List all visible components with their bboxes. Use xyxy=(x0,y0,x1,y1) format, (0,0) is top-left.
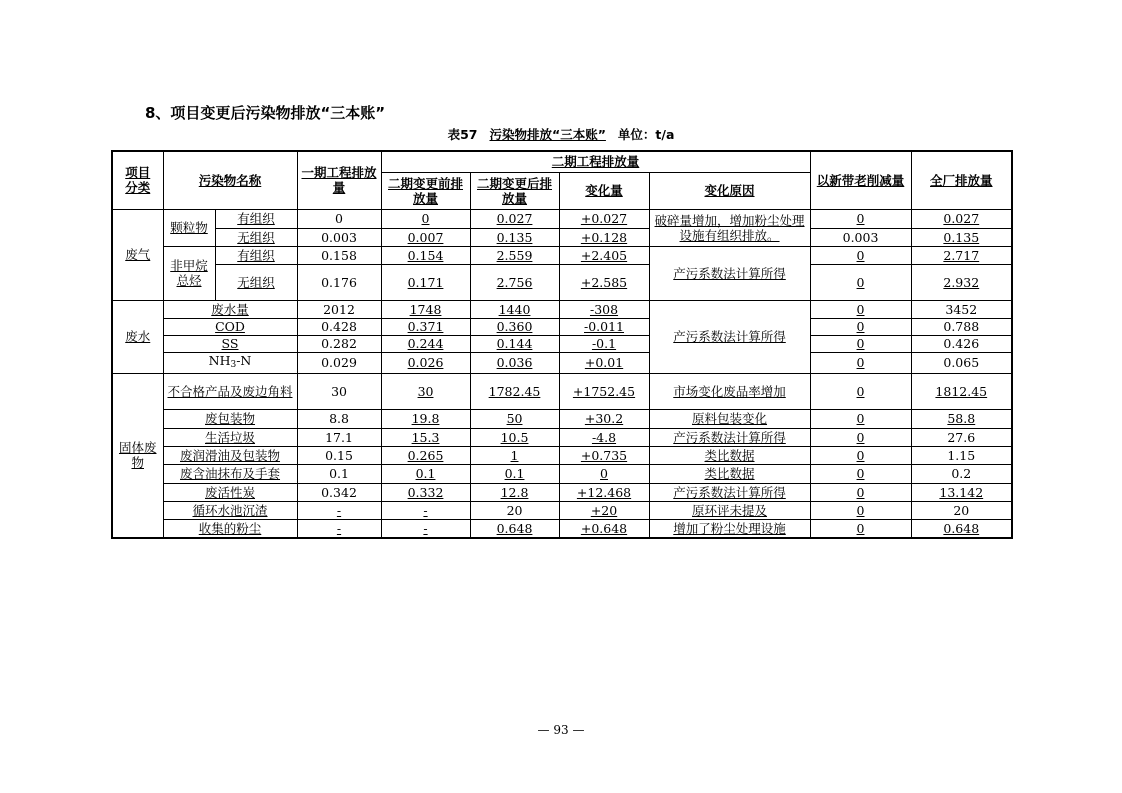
after-cell: 0.027 xyxy=(470,209,559,228)
table-title: 污染物排放“三本账” xyxy=(489,127,606,142)
table-row xyxy=(112,318,1012,335)
total-cell: 2.932 xyxy=(911,264,1012,300)
reduction-cell: 0 xyxy=(810,501,911,519)
category-cell: 废气 xyxy=(112,209,163,300)
subcategory-cell: 非甲烷总烃 xyxy=(163,246,215,300)
reason-cell: 市场变化废品率增加 xyxy=(649,373,810,409)
change-cell: +20 xyxy=(559,501,649,519)
reason-cell: 类比数据 xyxy=(649,446,810,464)
total-cell: 0.788 xyxy=(911,318,1012,335)
header-phase1: 一期工程排放量 xyxy=(297,151,381,209)
pollutant-name-cell: 废水量 xyxy=(163,300,297,318)
header-reduction: 以新带老削减量 xyxy=(810,151,911,209)
reduction-cell: 0 xyxy=(810,519,911,538)
pollutant-name-cell: COD xyxy=(163,318,297,335)
reduction-cell: 0 xyxy=(810,409,911,428)
table-row xyxy=(112,501,1012,519)
pollutant-ledger-table xyxy=(111,150,1013,539)
change-cell: -4.8 xyxy=(559,428,649,446)
before-cell: 0.154 xyxy=(381,246,470,264)
reason-cell: 产污系数法计算所得 xyxy=(649,300,810,373)
table-row xyxy=(112,373,1012,409)
change-cell: +2.585 xyxy=(559,264,649,300)
change-cell: +2.405 xyxy=(559,246,649,264)
reduction-cell: 0 xyxy=(810,483,911,501)
total-cell: 20 xyxy=(911,501,1012,519)
table-row xyxy=(112,228,1012,246)
before-cell: 0.371 xyxy=(381,318,470,335)
before-cell: 0.244 xyxy=(381,335,470,352)
phase1-cell: 0.15 xyxy=(297,446,381,464)
phase1-cell: 0.342 xyxy=(297,483,381,501)
header-row xyxy=(112,151,1012,172)
reduction-cell: 0 xyxy=(810,300,911,318)
reduction-cell: 0 xyxy=(810,209,911,228)
header-phase2-after: 二期变更后排放量 xyxy=(470,172,559,209)
table-unit: 单位：t/a xyxy=(617,127,675,142)
change-cell: +0.128 xyxy=(559,228,649,246)
reduction-cell: 0 xyxy=(810,464,911,483)
reduction-cell: 0.003 xyxy=(810,228,911,246)
after-cell: 1 xyxy=(470,446,559,464)
total-cell: 0.027 xyxy=(911,209,1012,228)
change-cell: 0 xyxy=(559,464,649,483)
after-cell: 10.5 xyxy=(470,428,559,446)
after-cell: 0.036 xyxy=(470,352,559,373)
before-cell: 0.332 xyxy=(381,483,470,501)
emission-type-cell: 无组织 xyxy=(215,228,297,246)
reason-cell: 产污系数法计算所得 xyxy=(649,428,810,446)
phase1-cell: 0.428 xyxy=(297,318,381,335)
total-cell: 27.6 xyxy=(911,428,1012,446)
change-cell: +12.468 xyxy=(559,483,649,501)
after-cell: 1782.45 xyxy=(470,373,559,409)
after-cell: 1440 xyxy=(470,300,559,318)
total-cell: 1.15 xyxy=(911,446,1012,464)
before-cell: 1748 xyxy=(381,300,470,318)
after-cell: 0.135 xyxy=(470,228,559,246)
subcategory-cell: 颗粒物 xyxy=(163,209,215,246)
category-cell: 废水 xyxy=(112,300,163,373)
header-reason: 变化原因 xyxy=(649,172,810,209)
before-cell: 30 xyxy=(381,373,470,409)
table-row xyxy=(112,335,1012,352)
phase1-cell: 0.282 xyxy=(297,335,381,352)
section-heading: 8、项目变更后污染物排放“三本账” xyxy=(145,104,386,122)
reduction-cell: 0 xyxy=(810,352,911,373)
total-cell: 58.8 xyxy=(911,409,1012,428)
category-cell: 固体废物 xyxy=(112,373,163,538)
change-cell: -0.1 xyxy=(559,335,649,352)
change-cell: +0.648 xyxy=(559,519,649,538)
change-cell: +0.027 xyxy=(559,209,649,228)
header-phase2-before: 二期变更前排放量 xyxy=(381,172,470,209)
total-cell: 13.142 xyxy=(911,483,1012,501)
phase1-cell: 17.1 xyxy=(297,428,381,446)
after-cell: 0.360 xyxy=(470,318,559,335)
reduction-cell: 0 xyxy=(810,264,911,300)
reduction-cell: 0 xyxy=(810,373,911,409)
pollutant-name-cell: 废含油抹布及手套 xyxy=(163,464,297,483)
phase1-cell: 0.176 xyxy=(297,264,381,300)
phase1-cell: 8.8 xyxy=(297,409,381,428)
table-row xyxy=(112,428,1012,446)
phase1-cell: 2012 xyxy=(297,300,381,318)
header-phase2: 二期工程排放量 xyxy=(381,151,810,172)
after-cell: 50 xyxy=(470,409,559,428)
total-cell: 0.065 xyxy=(911,352,1012,373)
phase1-cell: 30 xyxy=(297,373,381,409)
pollutant-name-cell: SS xyxy=(163,335,297,352)
pollutant-name-cell: 废活性炭 xyxy=(163,483,297,501)
reason-cell: 原料包装变化 xyxy=(649,409,810,428)
phase1-cell: 0.003 xyxy=(297,228,381,246)
emission-type-cell: 有组织 xyxy=(215,209,297,228)
phase1-cell: 0.1 xyxy=(297,464,381,483)
reduction-cell: 0 xyxy=(810,446,911,464)
header-item-category: 项目 分类 xyxy=(112,151,163,209)
change-cell: -308 xyxy=(559,300,649,318)
before-cell: - xyxy=(381,519,470,538)
before-cell: 0 xyxy=(381,209,470,228)
pollutant-name-cell: 循环水池沉渣 xyxy=(163,501,297,519)
phase1-cell: - xyxy=(297,519,381,538)
after-cell: 0.144 xyxy=(470,335,559,352)
after-cell: 20 xyxy=(470,501,559,519)
pollutant-name-cell: $NH_3-N$ xyxy=(163,352,297,373)
header-total: 全厂排放量 xyxy=(911,151,1012,209)
table-row xyxy=(112,352,1012,373)
after-cell: 12.8 xyxy=(470,483,559,501)
total-cell: 0.426 xyxy=(911,335,1012,352)
reason-cell: 类比数据 xyxy=(649,464,810,483)
before-cell: 0.265 xyxy=(381,446,470,464)
table-caption xyxy=(0,125,1122,143)
table-row xyxy=(112,409,1012,428)
reason-cell: 产污系数法计算所得 xyxy=(649,483,810,501)
emission-type-cell: 有组织 xyxy=(215,246,297,264)
change-cell: +30.2 xyxy=(559,409,649,428)
page-number: — 93 — xyxy=(537,723,585,737)
table-row xyxy=(112,300,1012,318)
reason-cell: 增加了粉尘处理设施 xyxy=(649,519,810,538)
reduction-cell: 0 xyxy=(810,318,911,335)
after-cell: 0.648 xyxy=(470,519,559,538)
after-cell: 2.756 xyxy=(470,264,559,300)
phase1-cell: 0 xyxy=(297,209,381,228)
before-cell: 0.026 xyxy=(381,352,470,373)
before-cell: 19.8 xyxy=(381,409,470,428)
after-cell: 2.559 xyxy=(470,246,559,264)
before-cell: 0.007 xyxy=(381,228,470,246)
table-row xyxy=(112,519,1012,538)
reason-cell: 原环评未提及 xyxy=(649,501,810,519)
total-cell: 3452 xyxy=(911,300,1012,318)
reason-cell: 破碎量增加，增加粉尘处理设施有组织排放。 xyxy=(649,209,810,246)
reduction-cell: 0 xyxy=(810,335,911,352)
table-row xyxy=(112,446,1012,464)
pollutant-name-cell: 生活垃圾 xyxy=(163,428,297,446)
table-row xyxy=(112,209,1012,228)
table-row xyxy=(112,264,1012,300)
table-row xyxy=(112,464,1012,483)
reason-cell: 产污系数法计算所得 xyxy=(649,246,810,300)
pollutant-name-cell: 废润滑油及包装物 xyxy=(163,446,297,464)
table-row xyxy=(112,483,1012,501)
before-cell: 0.171 xyxy=(381,264,470,300)
total-cell: 0.2 xyxy=(911,464,1012,483)
total-cell: 1812.45 xyxy=(911,373,1012,409)
before-cell: 15.3 xyxy=(381,428,470,446)
phase1-cell: 0.029 xyxy=(297,352,381,373)
phase1-cell: - xyxy=(297,501,381,519)
phase1-cell: 0.158 xyxy=(297,246,381,264)
table-row xyxy=(112,246,1012,264)
change-cell: +0.735 xyxy=(559,446,649,464)
before-cell: - xyxy=(381,501,470,519)
header-change: 变化量 xyxy=(559,172,649,209)
total-cell: 0.648 xyxy=(911,519,1012,538)
header-pollutant-name: 污染物名称 xyxy=(163,151,297,209)
reduction-cell: 0 xyxy=(810,246,911,264)
table-number: 表57 xyxy=(447,127,478,142)
change-cell: -0.011 xyxy=(559,318,649,335)
change-cell: +1752.45 xyxy=(559,373,649,409)
pollutant-name-cell: 收集的粉尘 xyxy=(163,519,297,538)
total-cell: 2.717 xyxy=(911,246,1012,264)
pollutant-name-cell: 废包装物 xyxy=(163,409,297,428)
total-cell: 0.135 xyxy=(911,228,1012,246)
change-cell: +0.01 xyxy=(559,352,649,373)
before-cell: 0.1 xyxy=(381,464,470,483)
after-cell: 0.1 xyxy=(470,464,559,483)
emission-type-cell: 无组织 xyxy=(215,264,297,300)
pollutant-name-cell: 不合格产品及废边角料 xyxy=(163,373,297,409)
reduction-cell: 0 xyxy=(810,428,911,446)
